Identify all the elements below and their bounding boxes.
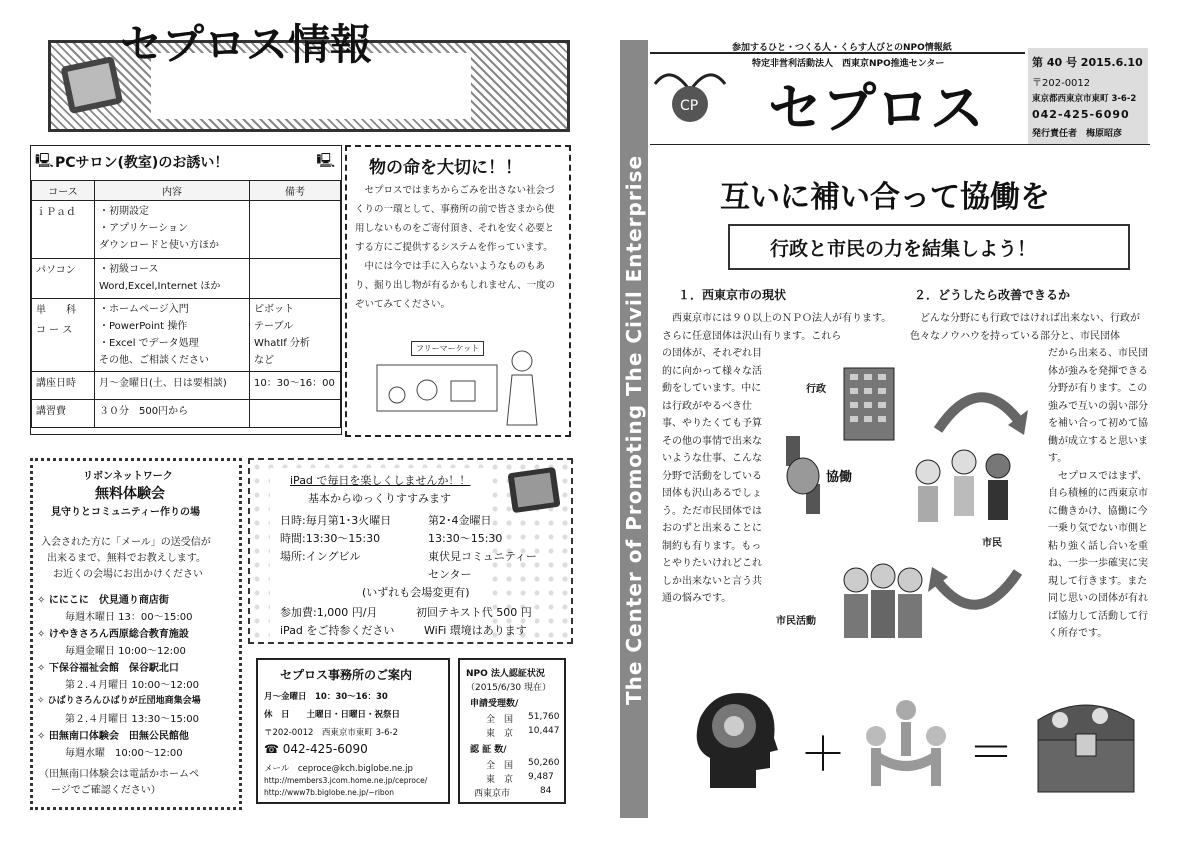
issue-address: 東京都西東京市東町 3-6-2 xyxy=(1032,94,1137,104)
npo-key: 全 国 xyxy=(486,715,514,725)
issue-phone: 042-425-6090 xyxy=(1032,108,1130,121)
issue-zip: 〒202-0012 xyxy=(1032,78,1091,89)
venue-name: ✧ ひばりさろんひばりが丘団地商集会場 xyxy=(37,696,201,706)
masthead-title: セプロス xyxy=(768,77,984,140)
content-line: ・アプリケーション xyxy=(99,223,188,234)
ribbon-title: 無料体験会 xyxy=(95,486,165,502)
issue-info-box xyxy=(1028,48,1148,144)
course-cell: 講座日時 xyxy=(32,372,95,400)
table-header: 内容 xyxy=(95,181,250,201)
tablet-icon xyxy=(59,53,125,119)
handshake-icon xyxy=(778,430,828,520)
brain-head-icon xyxy=(690,688,780,798)
label-shimin: 市民 xyxy=(982,538,1002,549)
venue-time: 第２.４月曜日 10:00～12:00 xyxy=(65,680,199,691)
ipad-place: 場所:イングビル xyxy=(280,550,361,563)
arrow-icon xyxy=(928,562,1028,622)
section-title-1: １．西東京市の現状 xyxy=(678,288,787,302)
pc-salon-box xyxy=(30,145,342,435)
issue-editor: 発行責任者 梅原昭彦 xyxy=(1032,129,1123,139)
note-cell xyxy=(250,201,341,259)
group-people-icon xyxy=(838,560,928,650)
label-kyodo: 協働 xyxy=(826,470,853,485)
col1-body-text: の団体が、それぞれ目的に向かって様々な活動をしています。中には行政がやるべき仕事、やりたくても予算その他の事情で出来ないような仕事、こんな分野で活動をしている団体も沢山あるでしょう。ただ市民団体ではおのずと出来ることに制約も有ります。もっとやりたいけれどこれしか出来ないと言う共通の悩みです。 xyxy=(662,348,762,604)
flea-market-illustration xyxy=(367,335,553,430)
ribbon-subtitle: 見守りとコミュニティー作りの場 xyxy=(51,507,200,518)
office-url[interactable]: http://www7b.biglobe.ne.jp/~ribon xyxy=(264,788,395,797)
content-cell: 月～金曜日(土、日は要相談) xyxy=(95,372,250,400)
ipad-place: 東伏見コミュニティー xyxy=(428,550,537,563)
ipad-text-fee: 初回テキスト代 500 円 xyxy=(416,606,532,619)
col2-top-text: どんな分野にも行政ではければ出来ない、行政が色々なノウハウを持っている部分と、市民団体 xyxy=(910,313,1140,342)
content-line: Word,Excel,Internet ほか xyxy=(99,281,221,292)
ribbon-network-box xyxy=(30,458,242,810)
npo-value: 9,487 xyxy=(528,772,554,782)
col2-body-text: だから出来る、市民団体が強みを発揮できる分野が有ります。この強みで互いの弱い部分を補い合って初めて協働が成立すると思います。 セプロスではまず、自ら積極的に西東京市に働きかけ、協働に今一乗り気でない市側と粘り強く話し合いを重ね、一歩一歩確実に実現して行きます。また同じ思いの団体が有れば協力して活動して行く所存です。 xyxy=(1048,348,1148,639)
issue-number: 第 40 号 2015.6.10 xyxy=(1032,56,1143,69)
masthead-bottom-rule xyxy=(650,144,1150,145)
office-hours: 月～金曜日 10：30～16：30 xyxy=(264,692,388,702)
publisher: 特定非営利活動法人 西東京NPO推進センター xyxy=(752,59,945,69)
office-address: 〒202-0012 西東京市東町 3-6-2 xyxy=(264,728,398,738)
content-cell xyxy=(95,201,250,259)
content-line: ・ホームページ入門 xyxy=(99,304,189,315)
ribbon-intro: 入会された方に「メール」の送受信が xyxy=(41,537,211,548)
ribbon-org: リボンネットワーク xyxy=(83,471,173,482)
npo-date: （2015/6/30 現在） xyxy=(466,683,552,693)
course-cell: ｉＰａｄ xyxy=(32,201,95,259)
note-cell: ピボット テーブル WhatIf 分析 など xyxy=(250,299,341,372)
content-cell xyxy=(95,299,250,372)
ipad-bring: iPad をご持参ください xyxy=(280,624,395,637)
ribbon-note: ージでご確認ください） xyxy=(51,785,161,796)
ipad-fee: 参加費:1,000 円/月 xyxy=(280,606,378,619)
venue-time: 毎週金曜日 10:00～12:00 xyxy=(65,646,186,657)
computer-icon: 🖳 xyxy=(35,153,54,169)
npo-label: 申請受理数/ xyxy=(470,699,519,709)
npo-title: NPO 法人認証状況 xyxy=(466,669,545,679)
subhead-box xyxy=(728,224,1130,270)
col1-top-text: 西東京市には９０以上のＮＰＯ法人が有ります。さらに任意団体は沢山有ります。これら xyxy=(662,313,892,342)
ribbon-note: （田無南口体験会は電話かホームペ xyxy=(39,769,199,780)
content-line: ・Excel でデータ処理 xyxy=(99,338,199,349)
citizens-icon xyxy=(908,448,1018,538)
content-line: その他、ご相談ください xyxy=(99,355,209,366)
venue-time: 毎週木曜日 13：00～15:00 xyxy=(65,612,193,623)
content-line: ダウンロードと使い方ほか xyxy=(99,240,219,251)
ipad-icon xyxy=(504,466,564,520)
tagline: 参加するひと・つくる人・くらす人びとのNPO情報紙 xyxy=(732,43,952,53)
note-cell: 10：30～16：00 xyxy=(250,372,341,400)
npo-value: 84 xyxy=(540,786,552,796)
table-row xyxy=(32,400,341,428)
mono-title: 物の命を大切に！！ xyxy=(369,158,522,178)
office-holiday: 休 日 土曜日・日曜日・祝祭日 xyxy=(264,710,401,720)
subhead: 行政と市民の力を結集しよう！ xyxy=(770,238,1037,260)
npo-key: 全 国 xyxy=(486,761,514,771)
npo-stats-box xyxy=(458,658,566,804)
office-phone: ☎ 042-425-6090 xyxy=(264,742,368,756)
npo-value: 10,447 xyxy=(528,726,560,736)
note-cell xyxy=(250,259,341,299)
ipad-place: センター xyxy=(428,568,472,581)
flea-market-sign: フリーマーケット xyxy=(411,341,484,356)
label-gyosei: 行政 xyxy=(806,384,826,395)
venue-name: ✧ 田無南口体験会 田無公民館他 xyxy=(37,731,189,742)
left-page-title: セプロス情報 xyxy=(120,20,373,69)
table-row xyxy=(32,372,341,400)
office-mail: メール ceproce@kch.biglobe.ne.jp xyxy=(264,764,413,774)
mono-text: セプロスではまちからごみを出さない社会づくりの一環として、事務所の前で皆さまから使用しないものをご寄付頂き、それを安く必要とする方にご提供するシステムを作っています。 中には今では手に入らないようなものもあり、掘り出し物が有るかもしれません、一度のぞいてみてください。 xyxy=(355,185,556,310)
plus-sign: ＋ xyxy=(800,727,846,781)
content-cell: ３０分 500円から xyxy=(95,400,250,428)
office-info-box xyxy=(256,658,450,804)
pc-salon-table xyxy=(31,180,341,428)
ipad-change: (いずれも会場変更有) xyxy=(362,586,470,599)
ipad-sub: 基本からゆっくりすすみます xyxy=(308,492,451,505)
npo-value: 51,760 xyxy=(528,712,560,722)
ribbon-intro: 出来るまで、無料でお教えします。 xyxy=(47,553,206,564)
venue-name: ✧ けやきさろん西原総合教育施設 xyxy=(37,629,189,640)
table-header: コース xyxy=(32,181,95,201)
ipad-day: 日時:毎月第1･3火曜日 xyxy=(280,514,392,527)
npo-key: 東 京 xyxy=(486,729,514,739)
mono-box xyxy=(345,145,571,437)
table-row xyxy=(32,259,341,299)
ipad-time: 時間:13:30～15:30 xyxy=(280,532,381,545)
venue-time: 毎週水曜 10:00～12:00 xyxy=(65,748,183,759)
office-url[interactable]: http://members3.jcom.home.ne.jp/ceproce/ xyxy=(264,776,428,785)
content-cell xyxy=(95,259,250,299)
table-row xyxy=(32,299,341,372)
ipad-wifi: WiFi 環境はあります xyxy=(424,624,527,637)
venue-time: 第２.４月曜日 13:30～15:00 xyxy=(65,714,199,725)
holding-hands-icon xyxy=(856,696,956,796)
label-katsudo: 市民活動 xyxy=(776,616,816,627)
content-line: ・初期設定 xyxy=(99,206,149,217)
building-icon xyxy=(838,362,900,442)
venue-name: ✧ ににこに 伏見通り商店街 xyxy=(37,595,169,606)
course-cell: 講習費 xyxy=(32,400,95,428)
equals-sign: ＝ xyxy=(968,725,1014,779)
venue-name: ✧ 下保谷福祉会館 保谷駅北口 xyxy=(37,663,179,674)
ipad-title: iPad で毎日を楽しくしませんか！！ xyxy=(290,474,471,487)
npo-key: 西東京市 xyxy=(474,789,511,799)
npo-key: 東 京 xyxy=(486,775,514,785)
ipad-class-box xyxy=(248,458,573,644)
table-row xyxy=(32,201,341,259)
office-title: セプロス事務所のご案内 xyxy=(280,668,413,682)
computer-icon-right: 🖳 xyxy=(316,153,335,169)
headline: 互いに補い合って協働を xyxy=(720,180,1050,215)
ipad-day: 第2･4金曜日 xyxy=(428,514,492,527)
ipad-time: 13:30～15:30 xyxy=(428,532,503,545)
ribbon-intro: お近くの会場にお出かけください xyxy=(53,569,203,580)
npo-value: 50,260 xyxy=(528,758,560,768)
pc-salon-title: PCサロン(教室)のお誘い！ xyxy=(55,155,229,171)
angel-logo-icon xyxy=(650,54,730,134)
treasure-chest-icon xyxy=(1030,690,1142,800)
note-cell xyxy=(250,400,341,428)
course-cell: 単 科 コ ー ス xyxy=(32,299,95,372)
content-line: ・初級コース xyxy=(99,264,159,275)
section-title-2: ２．どうしたら改善できるか xyxy=(914,288,1071,302)
content-line: ・PowerPoint 操作 xyxy=(99,321,188,332)
svg-text:CP: CP xyxy=(680,98,699,114)
table-header-row xyxy=(32,181,341,201)
npo-label: 認 証 数/ xyxy=(470,745,507,755)
arrow-icon xyxy=(928,380,1028,440)
course-cell: パソコン xyxy=(32,259,95,299)
vertical-banner-text: The Center of Promoting The Civil Enterprise xyxy=(622,154,646,706)
table-header: 備考 xyxy=(250,181,341,201)
